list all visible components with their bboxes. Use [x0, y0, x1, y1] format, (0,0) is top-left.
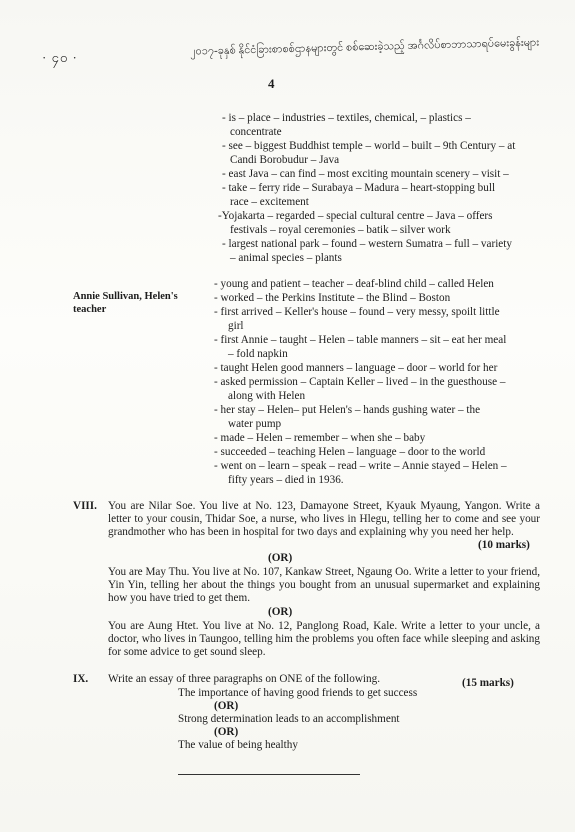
note-line: race – excitement	[230, 196, 309, 208]
note-line: concentrate	[230, 126, 282, 138]
note-line: - worked – the Perkins Institute – the Blind – Boston	[214, 292, 451, 304]
note-line: - first Annie – taught – Helen – table manners – sit – eat her meal	[214, 334, 507, 346]
question-text: You are May Thu. You live at No. 107, Kankaw Street, Ngaung Oo. Write a letter to your friend, Yin Yin, telling her about the things you bought from an unusual supermarket and explaining how you have tried to get them.	[108, 566, 540, 604]
note-line: festivals – royal ceremonies – batik – silver work	[230, 224, 451, 236]
note-line: - largest national park – found – western Sumatra – full – variety	[222, 238, 512, 250]
page-header-title: ၂၀၁၇-ခုနှစ် နိုင်ငံခြားစာစစ်ဌာနများတွင် စစ်ဆေးခဲ့သည့် အင်္ဂလိပ်စာဘာသာရပ်မေးခွန်းများ	[189, 36, 540, 58]
note-line: Candi Borobudur – Java	[230, 154, 340, 166]
note-line: - young and patient – teacher – deaf-blind child – called Helen	[214, 278, 494, 290]
note-line: - first arrived – Keller's house – found – very messy, spoilt little	[214, 306, 500, 318]
note-line: - take – ferry ride – Surabaya – Madura – heart-stopping bull	[222, 182, 496, 194]
note-line: - see – biggest Buddhist temple – world – built – 9th Century – at	[222, 140, 516, 152]
question-text: You are Aung Htet. You live at No. 12, Panglong Road, Kale. Write a letter to your uncle, a doctor, who lives in Taungoo, telling him the problems you often face while sleeping and asking for some advice to get sound sleep.	[108, 620, 540, 658]
note-line: - taught Helen good manners – language – door – world for her	[214, 362, 498, 374]
question-text: You are Nilar Soe. You live at No. 123, Damayone Street, Kyauk Myaung, Yangon. Write a letter to your cousin, Thidar Soe, a nurse, who lives in Hlegu, telling her to come and see your grandmother who has been in hospital for two days and explaining why you need her help.	[108, 500, 540, 538]
note-line: along with Helen	[228, 390, 306, 402]
note-line: - asked permission – Captain Keller – lived – in the guesthouse –	[214, 376, 506, 388]
marks-label: (10 marks)	[478, 539, 530, 551]
note-line: - went on – learn – speak – read – write – Annie stayed – Helen –	[214, 460, 507, 472]
page-marker: · ၄၀ ·	[42, 50, 78, 65]
or-separator: (OR)	[214, 726, 239, 738]
note-line: - succeeded – teaching Helen – language – door to the world	[214, 446, 486, 458]
or-separator: (OR)	[268, 606, 293, 618]
note-line: - is – place – industries – textiles, chemical, – plastics –	[222, 112, 471, 124]
note-line: -Yojakarta – regarded – special cultural centre – Java – offers	[218, 210, 493, 222]
note-line: fifty years – died in 1936.	[228, 474, 344, 486]
end-rule	[178, 774, 360, 775]
note-line: – animal species – plants	[230, 252, 342, 264]
essay-topic: The value of being healthy	[178, 739, 298, 751]
or-separator: (OR)	[268, 552, 293, 564]
page-number: 4	[268, 76, 275, 91]
note-line: - east Java – can find – most exciting mountain scenery – visit –	[222, 168, 509, 180]
marks-label: (15 marks)	[462, 677, 514, 689]
note-line: water pump	[228, 418, 282, 430]
section-label: Annie Sullivan, Helen's teacher	[73, 291, 178, 315]
question-text: Write an essay of three paragraphs on ONE of the following.	[108, 673, 381, 685]
essay-topic: Strong determination leads to an accomplishment	[178, 713, 400, 725]
essay-topic: The importance of having good friends to get success	[178, 687, 418, 699]
or-separator: (OR)	[214, 700, 239, 712]
note-line: girl	[228, 320, 244, 332]
question-number: IX.	[73, 673, 89, 685]
note-line: – fold napkin	[228, 348, 288, 360]
note-line: - her stay – Helen– put Helen's – hands gushing water – the	[214, 404, 481, 416]
note-line: - made – Helen – remember – when she – baby	[214, 432, 426, 444]
question-number: VIII.	[73, 500, 97, 512]
